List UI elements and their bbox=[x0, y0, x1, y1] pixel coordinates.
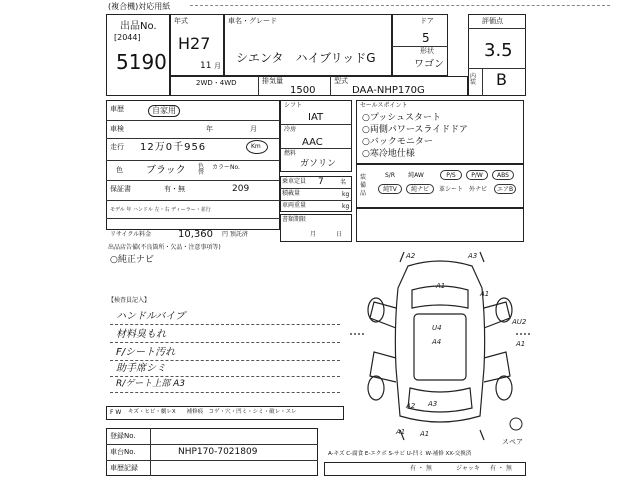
inspector-line-5: R/ゲート上部 A3 bbox=[116, 379, 186, 389]
spec-div-1 bbox=[258, 76, 259, 96]
equip-ps: P/S bbox=[440, 170, 462, 180]
model-code-label: 型式 bbox=[334, 77, 348, 85]
cap-row-1 bbox=[280, 188, 352, 189]
year-month-suffix: 月 bbox=[214, 62, 221, 70]
mark-au2: AU2 bbox=[512, 318, 527, 326]
displacement-label: 排気量 bbox=[262, 77, 283, 85]
fuel-value: ガソリン bbox=[300, 159, 337, 169]
door-value: 5 bbox=[422, 31, 430, 45]
displacement-value: 1500 bbox=[290, 85, 316, 96]
color-label: 色 bbox=[116, 166, 123, 174]
inspection-year: 年 bbox=[206, 125, 213, 133]
mark-u4: U4 bbox=[432, 324, 442, 332]
color-no-label: カラーNo. bbox=[212, 164, 240, 171]
equip-navi: 純ナビ bbox=[406, 184, 434, 194]
weight-label: 車両重量 bbox=[282, 202, 307, 209]
equip-pw: P/W bbox=[466, 170, 488, 180]
spare-tire bbox=[510, 418, 522, 430]
usage-label: 車歴 bbox=[110, 105, 124, 113]
inspector-line-3: F/シート汚れ bbox=[116, 347, 176, 358]
mark-a1-br: A1 bbox=[420, 430, 430, 438]
reg-row-1 bbox=[106, 444, 318, 445]
doc-expiry-month: 月 bbox=[310, 231, 317, 238]
equipment-extra-box bbox=[356, 208, 524, 242]
mileage-label: 走行 bbox=[110, 143, 124, 151]
modified-label: モデル 年 ハンドル 左・右 ディーラー・並行 bbox=[110, 207, 211, 213]
equip-leather: 革シート bbox=[439, 186, 464, 193]
interior-label: 内装 bbox=[470, 73, 477, 86]
sales-point-2: ○両側パワースライドドア bbox=[362, 125, 468, 135]
jack-label: ジャッキ bbox=[456, 465, 480, 472]
recycle-value: 10,360 bbox=[178, 229, 213, 240]
shift-value: IAT bbox=[308, 112, 324, 123]
sales-points-label: セールスポイント bbox=[360, 102, 408, 109]
left-row-4 bbox=[106, 180, 280, 181]
grade-line-2 bbox=[468, 68, 526, 69]
ac-label: 冷房 bbox=[284, 126, 297, 133]
color-change-label: 色替 bbox=[198, 163, 205, 176]
equipment-label: 装備品 bbox=[360, 174, 367, 197]
shape-label: 形状 bbox=[420, 47, 434, 55]
history-label: 車歴記録 bbox=[110, 464, 138, 472]
door-label: ドア bbox=[420, 17, 434, 25]
inspector-line-1: ハンドルバイブ bbox=[116, 311, 185, 322]
equip-sr: S/R bbox=[385, 172, 395, 179]
mark-a3-rear: A3 bbox=[428, 400, 438, 408]
model-code-value: DAA-NHP170G bbox=[352, 85, 425, 96]
inspector-line-2: 材料臭もれ bbox=[116, 329, 166, 340]
mid-row-2 bbox=[280, 148, 352, 149]
mark-a1-bl: A1 bbox=[396, 428, 406, 436]
load-unit: kg bbox=[342, 191, 350, 198]
notes-label: 出品店告備(不良箇所・欠品・注意事項等) bbox=[108, 244, 221, 251]
grade-score: 3.5 bbox=[484, 40, 513, 61]
inspection-label: 車検 bbox=[110, 125, 124, 133]
sales-point-3: ○バックモニター bbox=[362, 137, 433, 147]
usage-value: 自家用 bbox=[148, 105, 180, 117]
mark-a1-right: A1 bbox=[480, 290, 490, 298]
insp-dash-4 bbox=[110, 376, 340, 377]
equip-abs: ABS bbox=[492, 170, 514, 180]
sales-point-1: ○プッシュスタート bbox=[362, 113, 442, 123]
reg-div bbox=[150, 428, 151, 476]
year-month: 11 bbox=[200, 61, 212, 71]
damage-legend: A-キズ C-腐食 E-エクボ S-サビ U-凹ミ W-補修 XX-交換済 bbox=[328, 451, 472, 457]
car-damage-diagram bbox=[350, 248, 530, 448]
equip-aw: 純AW bbox=[408, 172, 424, 179]
model-label: 車名・グレード bbox=[228, 17, 277, 25]
model-value: シエンタ ハイブリッドG bbox=[236, 51, 376, 65]
drive-label: 2WD・4WD bbox=[196, 79, 237, 87]
recycle-suffix: 円 預託済 bbox=[222, 231, 248, 238]
shape-value: ワゴン bbox=[414, 59, 444, 70]
year-value: H27 bbox=[178, 34, 211, 53]
weight-unit: kg bbox=[342, 203, 350, 210]
equip-ext-navi: 外ナビ bbox=[468, 186, 487, 193]
left-row-6 bbox=[106, 218, 280, 219]
spec-div-2 bbox=[330, 76, 331, 96]
chassis-label: 車台No. bbox=[110, 448, 136, 456]
top-line bbox=[190, 5, 610, 6]
inspection-month: 月 bbox=[250, 125, 257, 133]
fuel-label: 燃料 bbox=[284, 150, 297, 157]
shift-label: シフト bbox=[284, 102, 303, 109]
spare-label: スペア bbox=[502, 438, 523, 446]
mark-a1-rear: A1 bbox=[516, 340, 526, 348]
left-row-3 bbox=[106, 160, 280, 161]
registration-label: 登録No. bbox=[110, 432, 136, 440]
doc-expiry-label: 書類期限 bbox=[282, 216, 307, 223]
interior-grade: B bbox=[496, 70, 507, 89]
cap-row-2 bbox=[280, 200, 352, 201]
mark-a3-top: A3 bbox=[468, 252, 478, 260]
insp-dash-3 bbox=[110, 360, 340, 361]
fw-label: F W bbox=[110, 409, 122, 416]
mark-a2-rear: A2 bbox=[406, 402, 416, 410]
grade-label: 評価点 bbox=[482, 17, 503, 25]
bottom-label-3: 有 ・ 無 bbox=[490, 465, 512, 472]
color-no-value: 209 bbox=[232, 184, 250, 194]
capacity-value: 7 bbox=[318, 177, 324, 187]
year-label: 年式 bbox=[174, 17, 188, 25]
recycle-label: リサイクル料金 bbox=[110, 231, 152, 238]
grade-vline bbox=[482, 68, 483, 96]
mark-a2-top: A2 bbox=[406, 252, 416, 260]
mark-a4: A4 bbox=[432, 338, 442, 346]
insp-dash-2 bbox=[110, 342, 340, 343]
left-row-5 bbox=[106, 200, 280, 201]
doc-expiry-day: 日 bbox=[336, 231, 343, 238]
lot-sub: [2044] bbox=[114, 33, 141, 42]
equip-airbag: エアB bbox=[494, 184, 516, 194]
sales-point-4: ○寒冷地仕様 bbox=[362, 149, 415, 159]
inspector-line-4: 助手席シミ bbox=[116, 363, 166, 374]
bottom-label-1: 有 ・ 無 bbox=[410, 465, 432, 472]
grade-line bbox=[468, 28, 526, 29]
chassis-value: NHP170-7021809 bbox=[178, 447, 258, 457]
left-row-1 bbox=[106, 120, 280, 121]
warranty-options: 有・無 bbox=[164, 185, 185, 193]
capacity-unit: 名 bbox=[340, 179, 347, 186]
insp-dash-5 bbox=[110, 392, 340, 393]
inspector-label: 【検査員記入】 bbox=[108, 297, 151, 304]
mid-row-1 bbox=[280, 124, 352, 125]
reg-row-2 bbox=[106, 460, 318, 461]
fw-text: キズ・ヒビ・劇レX 補修痕 コゲ・穴・凹ミ・シミ・破レ・スレ bbox=[128, 409, 297, 415]
lot-label: 出品No. bbox=[120, 21, 157, 32]
load-label: 積載量 bbox=[282, 190, 301, 197]
mileage-value: 12万0千956 bbox=[140, 142, 207, 153]
insp-dash-1 bbox=[110, 324, 340, 325]
color-value: ブラック bbox=[146, 165, 186, 176]
ac-value: AAC bbox=[302, 137, 323, 148]
lot-number: 5190 bbox=[116, 50, 167, 74]
equip-tv: 純TV bbox=[378, 184, 402, 194]
notes-item: ○純正ナビ bbox=[110, 255, 154, 265]
capacity-label: 乗車定員 bbox=[282, 178, 307, 185]
mark-a1-roof: A1 bbox=[436, 282, 446, 290]
mileage-unit: Km bbox=[251, 143, 261, 150]
form-title: (複合機)対応用紙 bbox=[108, 2, 171, 11]
left-row-2 bbox=[106, 138, 280, 139]
warranty-label: 保証書 bbox=[110, 185, 131, 193]
